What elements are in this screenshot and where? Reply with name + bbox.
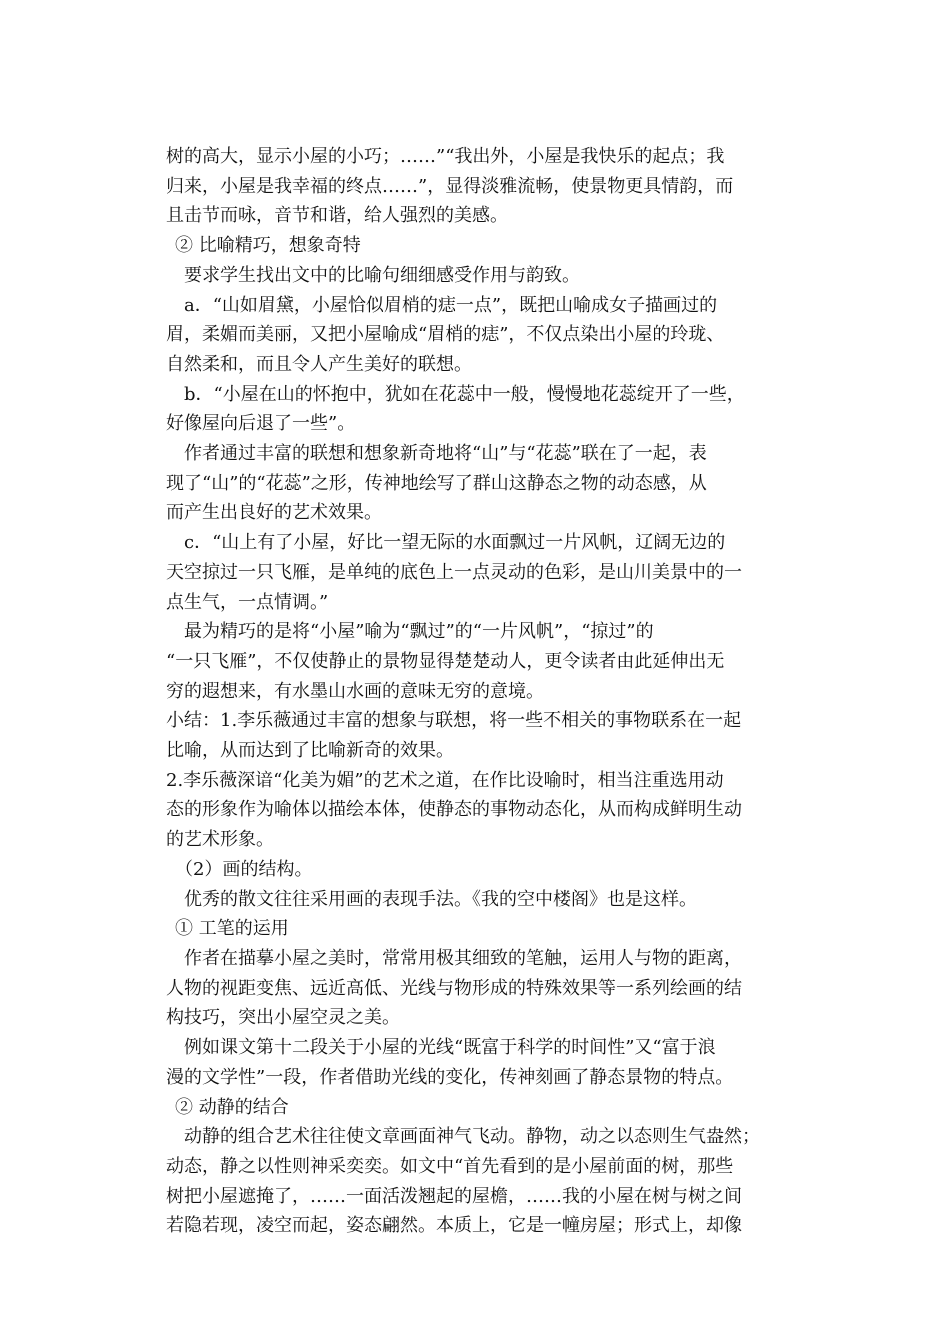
text-line: ① 工笔的运用 (175, 918, 289, 940)
text-line: c．“山上有了小屋，好比一望无际的水面飘过一片风帆，辽阔无边的 (184, 532, 726, 554)
text-line: 构技巧，突出小屋空灵之美。 (166, 1007, 400, 1029)
text-line: 优秀的散文往往采用画的表现手法。《我的空中楼阁》也是这样。 (184, 888, 697, 910)
text-line: 2.李乐薇深谙“化美为媚”的艺术之道，在作比设喻时，相当注重选用动 (166, 769, 724, 791)
text-line: 若隐若现，凌空而起，姿态翩然。本质上，它是一幢房屋；形式上，却像 (166, 1215, 742, 1237)
text-line: 自然柔和，而且令人产生美好的联想。 (166, 353, 472, 375)
text-line: 归来，小屋是我幸福的终点……”，显得淡雅流畅，使景物更具情韵，而 (166, 175, 734, 197)
text-line: 动态，静之以性则神采奕奕。如文中“首先看到的是小屋前面的树，那些 (166, 1155, 734, 1177)
text-line: 作者在描摹小屋之美时，常常用极其细致的笔触，运用人与物的距离， (184, 947, 742, 969)
text-line: ② 比喻精巧，想象奇特 (175, 235, 361, 257)
text-line: 而产生出良好的艺术效果。 (166, 502, 382, 524)
text-line: 作者通过丰富的联想和想象新奇地将“山”与“花蕊”联在了一起，表 (184, 443, 707, 465)
text-line: 穷的遐想来，有水墨山水画的意味无穷的意境。 (166, 680, 544, 702)
text-line: 树的高大，显示小屋的小巧；……”“我出外，小屋是我快乐的起点；我 (166, 146, 725, 167)
text-line: 点生气，一点情调。” (166, 591, 329, 613)
text-line: a．“山如眉黛，小屋恰似眉梢的痣一点”，既把山喻成女子描画过的 (184, 294, 718, 316)
text-line: 比喻，从而达到了比喻新奇的效果。 (166, 740, 454, 762)
text-line: 最为精巧的是将“小屋”喻为“飘过”的“一片风帆”，“掠过”的 (184, 621, 654, 643)
text-line: 要求学生找出文中的比喻句细细感受作用与韵致。 (184, 264, 580, 286)
text-line: 且击节而咏，音节和谐，给人强烈的美感。 (166, 205, 508, 227)
text-line: 例如课文第十二段关于小屋的光线“既富于科学的时间性”又“富于浪 (184, 1037, 716, 1059)
text-line: b．“小屋在山的怀抱中，犹如在花蕊中一般，慢慢地花蕊绽开了一些， (184, 383, 745, 405)
text-line: 眉，柔媚而美丽，又把小屋喻成“眉梢的痣”，不仅点染出小屋的玲珑、 (166, 324, 725, 346)
text-line: 树把小屋遮掩了，……一面活泼翘起的屋檐，……我的小屋在树与树之间 (166, 1185, 742, 1207)
text-line: 漫的文学性”一段，作者借助光线的变化，传神刻画了静态景物的特点。 (166, 1066, 734, 1088)
text-line: 现了“山”的“花蕊”之形，传神地绘写了群山这静态之物的动态感，从 (166, 472, 707, 494)
text-line: 的艺术形象。 (166, 829, 274, 851)
text-line: 好像屋向后退了一些”。 (166, 413, 356, 435)
text-line: 小结：1.李乐薇通过丰富的想象与联想，将一些不相关的事物联系在一起 (166, 710, 742, 732)
text-line: 态的形象作为喻体以描绘本体，使静态的事物动态化，从而构成鲜明生动 (166, 799, 742, 821)
text-line: ② 动静的结合 (175, 1096, 289, 1118)
text-line: 动静的组合艺术往往使文章画面神气飞动。静物，动之以态则生气盎然； (184, 1126, 760, 1148)
text-line: 天空掠过一只飞雁，是单纯的底色上一点灵动的色彩，是山川美景中的一 (166, 561, 742, 583)
document-page (166, 142, 786, 1241)
text-line: （2）画的结构。 (175, 858, 313, 880)
text-line: “一只飞雁”，不仅使静止的景物显得楚楚动人，更令读者由此延伸出无 (166, 650, 725, 672)
body-text (166, 142, 786, 1241)
text-line: 人物的视距变焦、远近高低、光线与物形成的特殊效果等一系列绘画的结 (166, 977, 742, 999)
